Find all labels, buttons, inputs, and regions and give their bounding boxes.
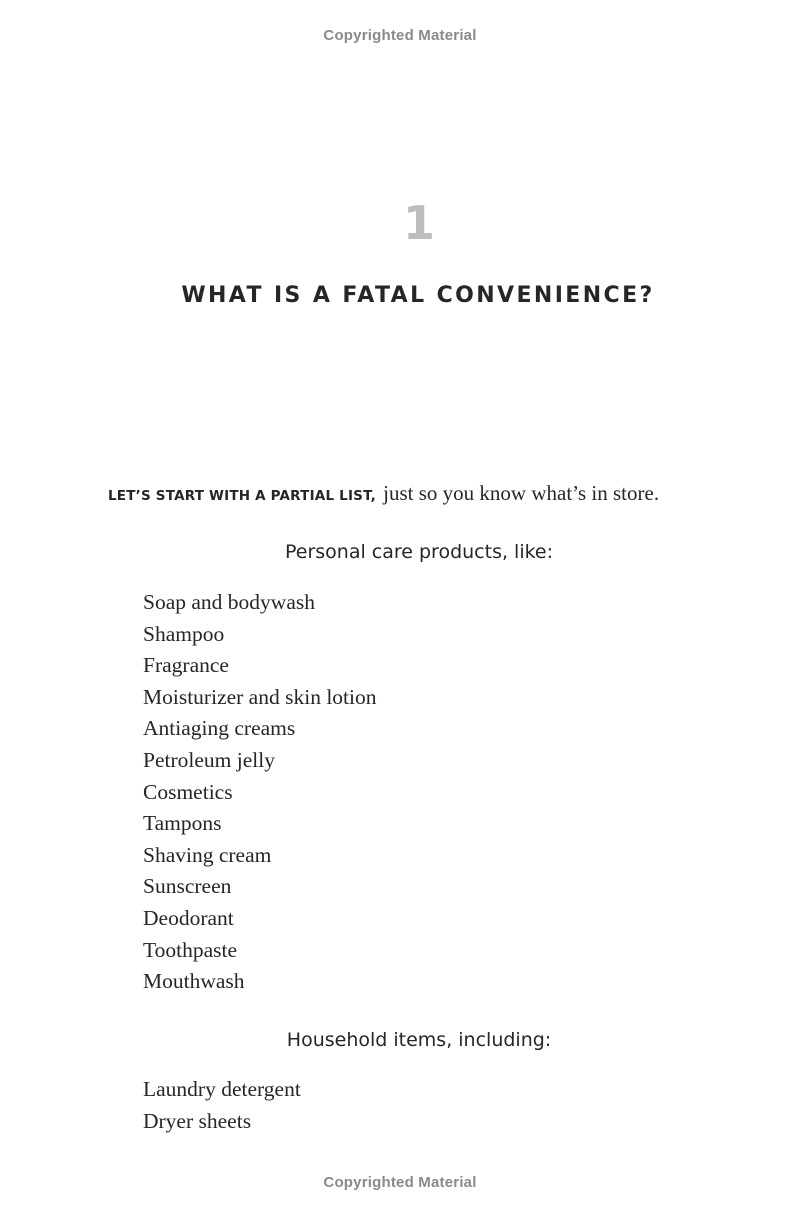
section-heading-personal-care: Personal care products, like: [284,541,554,563]
chapter-number: 1 [402,196,435,250]
list-item: Tampons [143,811,222,836]
list-item: Moisturizer and skin lotion [143,684,377,709]
list-item: Antiaging creams [143,716,296,741]
chapter-title: WHAT IS A FATAL CONVENIENCE? [181,283,655,308]
list-item: Laundry detergent [143,1077,301,1101]
list-item: Dryer sheets [143,1108,252,1133]
list-item: Sunscreen [143,874,232,899]
list-item: Deodorant [143,905,234,930]
list-item: Soap and bodywash [143,590,315,614]
list-item: Cosmetics [143,779,233,804]
intro-text: just so you know what’s in store. [377,481,660,505]
personal-care-list [143,587,377,998]
list-item: Fragrance [143,653,229,678]
copyright-watermark-top: Copyrighted Material [323,27,477,44]
intro-paragraph [108,481,708,506]
section-heading-household: Household items, including: [286,1029,552,1051]
list-item: Shaving cream [143,842,272,867]
copyright-watermark-bottom: Copyrighted Material [323,1174,477,1191]
list-item: Toothpaste [143,937,238,962]
intro-lead-in: LET’S START WITH A PARTIAL LIST, [108,488,376,504]
list-item: Shampoo [143,621,225,646]
list-item: Mouthwash [143,969,245,994]
list-item: Petroleum jelly [143,747,275,772]
household-items-list [143,1074,301,1137]
